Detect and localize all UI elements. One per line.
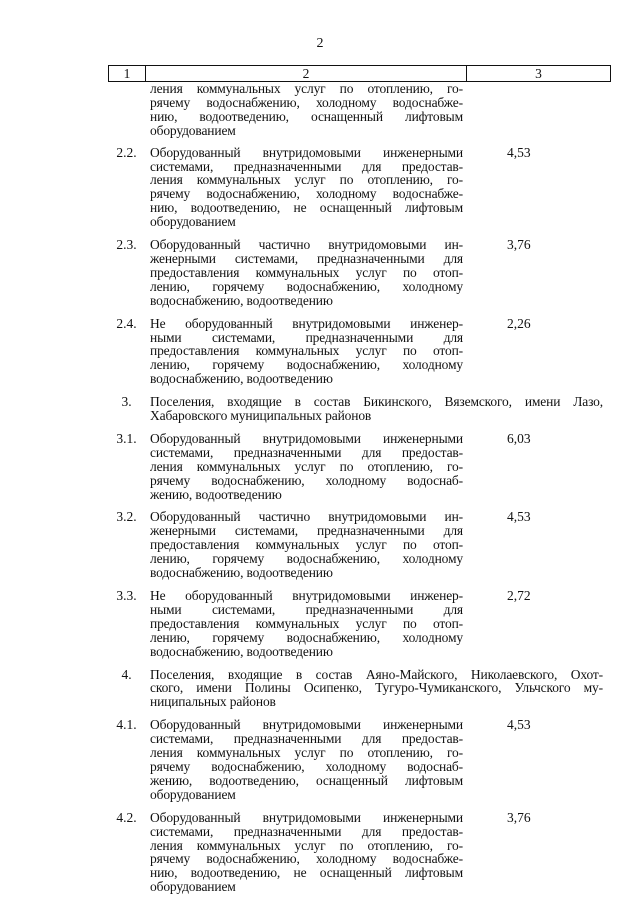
row-value: 3,76 xyxy=(507,809,531,825)
row-description xyxy=(145,589,463,659)
description-line: ления коммунальных услуг по отоплению, го- xyxy=(150,837,463,853)
description-line: рячему водоснабжению, холодному водоснаб- xyxy=(150,758,463,774)
description-line: ными системами, предназначенными для xyxy=(150,329,463,345)
description-line: лению, горячему водоснабжению, холодному xyxy=(150,629,463,645)
description-line: водоснабжению, водоотведению xyxy=(150,643,333,659)
row-value: 4,53 xyxy=(507,509,531,525)
description-line: Оборудованный частично внутридомовыми ин- xyxy=(150,237,463,253)
description-line: рячему водоснабжению, холодному водоснаб- xyxy=(150,472,463,488)
row-number: 4. xyxy=(121,666,132,682)
row-number: 2.3. xyxy=(116,237,137,253)
row-value xyxy=(463,82,567,138)
description-line: системами, предназначенными для предостав- xyxy=(150,158,463,174)
description-line: системами, предназначенными для предостав- xyxy=(150,731,463,747)
table-row xyxy=(108,238,611,308)
header-col-2: 2 xyxy=(146,66,467,81)
description-line: системами, предназначенными для предостав- xyxy=(150,823,463,839)
description-line: Оборудованный внутридомовыми инженерными xyxy=(150,430,463,446)
row-number: 2.4. xyxy=(116,315,137,331)
page-number: 2 xyxy=(316,36,324,51)
description-line: женерными системами, предназначенными для xyxy=(150,250,463,266)
description-line: рячему водоснабжению, холодному водоснабже- xyxy=(150,94,463,110)
row-value: 2,26 xyxy=(507,315,531,331)
description-line: жению, водоотведению xyxy=(150,486,282,502)
description-line: Поселения, входящие в состав Бикинского, Вяземского, имени Лазо, xyxy=(150,394,603,410)
table-row xyxy=(108,82,611,138)
row-value: 2,72 xyxy=(507,588,531,603)
description-line: водоснабжению, водоотведению xyxy=(150,565,333,581)
section-title xyxy=(145,395,603,423)
row-description xyxy=(145,146,463,229)
row-description xyxy=(145,718,463,801)
description-line: Оборудованный внутридомовыми инженерными xyxy=(150,717,463,733)
description-line: предоставления коммунальных услуг по отоп- xyxy=(150,264,463,280)
description-line: рячему водоснабжению, холодному водоснабже- xyxy=(150,186,463,202)
description-line: ления коммунальных услуг по отоплению, го- xyxy=(150,458,463,474)
row-number xyxy=(108,82,145,138)
description-line: водоснабжению, водоотведению xyxy=(150,371,333,387)
description-line: Оборудованный частично внутридомовыми ин- xyxy=(150,509,463,525)
description-line: лению, горячему водоснабжению, холодному xyxy=(150,551,463,567)
row-value: 4,53 xyxy=(507,144,531,160)
section-heading-row xyxy=(108,395,611,423)
row-description xyxy=(145,432,463,502)
table-row xyxy=(108,432,611,502)
description-line: лению, горячему водоснабжению, холодному xyxy=(150,357,463,373)
description-line: рячему водоснабжению, холодному водоснабже- xyxy=(150,851,463,867)
row-number: 3.2. xyxy=(116,509,137,525)
table-header-row xyxy=(108,65,611,82)
description-line: Оборудованный внутридомовыми инженерными xyxy=(150,809,463,825)
table-row xyxy=(108,718,611,801)
description-line: Поселения, входящие в состав Аяно-Майского, Николаевского, Охот- xyxy=(150,666,603,682)
description-line: оборудованием xyxy=(150,786,236,802)
description-line: нию, водоотведению, не оснащенный лифтовым xyxy=(150,865,463,881)
description-line: нию, водоотведению, оснащенный лифтовым xyxy=(150,108,463,124)
description-line: оборудованием xyxy=(150,879,236,895)
description-line: водоснабжению, водоотведению xyxy=(150,292,333,308)
row-description xyxy=(145,82,463,138)
row-description xyxy=(145,238,463,308)
section-title xyxy=(145,668,603,710)
description-line: оборудованием xyxy=(150,122,236,138)
header-col-1: 1 xyxy=(109,66,146,81)
description-line: жению, водоотведению, оснащенный лифтовым xyxy=(150,772,463,788)
row-value: 3,76 xyxy=(507,237,531,253)
description-line: Оборудованный внутридомовыми инженерными xyxy=(150,144,463,160)
description-line: предоставления коммунальных услуг по отоп- xyxy=(150,343,463,359)
table-row xyxy=(108,510,611,580)
description-line: ления коммунальных услуг по отоплению, го- xyxy=(150,81,463,96)
row-description xyxy=(145,811,463,894)
description-line: женерными системами, предназначенными для xyxy=(150,523,463,539)
section-heading-row xyxy=(108,668,611,710)
header-col-3: 3 xyxy=(535,66,542,81)
row-number: 3. xyxy=(121,394,132,410)
description-line: нию, водоотведению, не оснащенный лифтовым xyxy=(150,200,463,216)
description-line: ления коммунальных услуг по отоплению, го- xyxy=(150,172,463,188)
table-row xyxy=(108,589,611,659)
description-line: Не оборудованный внутридомовыми инженер- xyxy=(150,315,463,331)
row-number: 3.3. xyxy=(116,588,137,603)
row-number: 3.1. xyxy=(116,430,137,446)
row-description xyxy=(145,510,463,580)
row-value: 4,53 xyxy=(507,717,531,733)
description-line: Хабаровского муниципальных районов xyxy=(150,408,372,424)
description-line: системами, предназначенными для предостав- xyxy=(150,444,463,460)
row-value: 6,03 xyxy=(507,430,531,446)
row-number: 2.2. xyxy=(116,144,137,160)
description-line: ления коммунальных услуг по отоплению, го- xyxy=(150,745,463,761)
table-body xyxy=(108,82,611,903)
description-line: ского, имени Полины Осипенко, Тугуро-Чумиканского, Ульчского му- xyxy=(150,680,603,696)
row-number: 4.1. xyxy=(116,717,137,733)
row-description xyxy=(145,317,463,387)
description-line: лению, горячему водоснабжению, холодному xyxy=(150,278,463,294)
table-row xyxy=(108,317,611,387)
description-line: предоставления коммунальных услуг по отоп- xyxy=(150,537,463,553)
table-row xyxy=(108,146,611,229)
description-line: предоставления коммунальных услуг по отоп- xyxy=(150,615,463,631)
description-line: Не оборудованный внутридомовыми инженер- xyxy=(150,588,463,603)
row-number: 4.2. xyxy=(116,809,137,825)
description-line: ниципальных районов xyxy=(150,694,276,710)
description-line: оборудованием xyxy=(150,214,236,230)
description-line: ными системами, предназначенными для xyxy=(150,601,463,617)
table-row xyxy=(108,811,611,894)
